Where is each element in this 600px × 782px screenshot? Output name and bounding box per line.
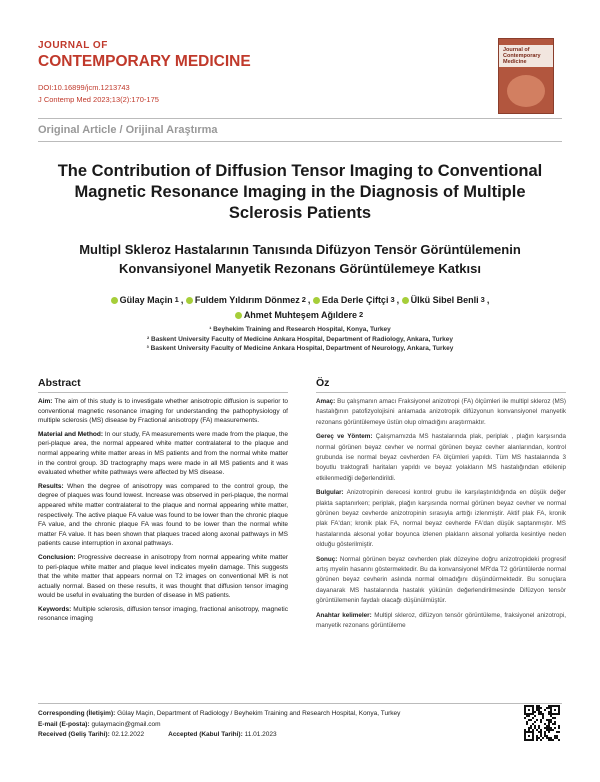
cover-title: Journal of Contemporary Medicine [503,47,541,65]
affiliations [60,325,540,354]
title-english: The Contribution of Diffusion Tensor Imaging to Conventional Magnetic Resonance Imaging in the Diagnosis of Multiple Sclerosis Patients [57,162,543,222]
oz-bulgular: Bulgular: Anizotropinin derecesi kontrol grubu ile karşılaştırıldığında en düşük değer plakta saptanırken; periplak, plağın karşısında normal görünen beyaz cevher ve normal görünen beyaz cevherde anizotropinin sırasıyla arttığı izlenmiştir. Aktif plak FA, kronik plak FA'dan; kronik plak FA, normal beyaz cevherde FA'dan düşük saptanmıştır. MS hastalarında aksonal yollar boyunca izlenen plakların aksonal yollarda kesintiye neden olduğu gösterilmiştir. [316,489,566,548]
footer-divider [38,703,562,704]
oz-section [316,377,566,636]
doi-link[interactable]: DOI:10.16899/jcm.1213743 [38,83,130,92]
author[interactable]: Fuldem Yıldırım Dönmez 2 , [186,293,311,308]
article-type: Original Article / Orijinal Araştırma [38,124,218,136]
email-line: E-mail (E-posta): gulaymacin@gmail.com [38,720,161,728]
corresponding-author: Corresponding (İletişim): Gülay Maçin, Department of Radiology / Beyhekim Training and Research Hospital, Konya, Turkey [38,710,401,717]
journal-name-line2: CONTEMPORARY MEDICINE [38,53,251,70]
orcid-icon[interactable] [313,297,320,304]
author[interactable]: Ahmet Muhteşem Ağıldere 2 [235,308,365,323]
cover-image [507,75,545,107]
email-link[interactable]: gulaymacin@gmail.com [91,720,161,728]
author[interactable]: Gülay Maçin 1 , [111,293,184,308]
author[interactable]: Eda Derle Çiftçi 3 , [313,293,399,308]
abstract-conclusion: Conclusion: Progressive decrease in anisotropy from normal appearing white matter to peri-plaque white matter and plaque level indicates myelin damage. This suggests that the white matter that appears normal on T2 images on conventional MR is not actually normal. Based on these results, it was thought that diffusion tensor imaging would be useful in evaluating the burden of disease in MS patients. [38,553,288,600]
oz-anahtar: Anahtar kelimeler: Multipl skleroz, difüzyon tensör görüntüleme, fraksiyonel anizotropi, manyetik rezonans görüntüleme [316,611,567,629]
orcid-icon[interactable] [186,297,193,304]
journal-cover-thumbnail [498,38,554,114]
oz-amac: Amaç: Bu çalışmanın amacı Fraksiyonel anizotropi (FA) ölçümleri ile multipl skleroz (MS) hastalığının patofizyolojisini anlamada anizotropik difüzyonun konvansiyonel manyetik rezonans görüntülemeye üstün olup olmadığını araştırmaktır. [316,398,566,426]
journal-name [38,41,251,70]
orcid-icon[interactable] [402,297,409,304]
journal-name-line1: JOURNAL OF [38,40,108,51]
footer [38,709,400,741]
abstract-heading: Abstract [38,377,288,393]
affiliation: ² Baskent University Faculty of Medicine Ankara Hospital, Department of Radiology, Ankara, Turkey [147,335,453,343]
citation: J Contemp Med 2023;13(2):170-175 [38,94,159,104]
abstract-section [38,377,288,628]
title-turkish: Multipl Skleroz Hastalarının Tanısında Difüzyon Tensör Görüntülemenin Konvansiyonel Manyetik Rezonans Görüntülemeye Katkısı [79,242,521,276]
orcid-icon[interactable] [235,312,242,319]
author-list [60,293,540,324]
author[interactable]: Ülkü Sibel Benli 3 , [402,293,490,308]
dates-line: Received (Geliş Tarihi): 02.12.2022 Accepted (Kabul Tarihi): 11.01.2023 [38,731,277,738]
doi-block [38,82,159,105]
oz-gerec: Gereç ve Yöntem: Çalışmamızda MS hastalarında plak, periplak , plağın karşısında normal görünen beyaz cevher ve normal görünen beyaz cevher alanlarından, kontrol grubunda ise normal beyaz cevherden FA ölçümleri yapıldı. Tüm MS hastalarında 3 boyutlu traktografi haritaları yapıldı ve beyaz yolakların MS hastalığından etkilenip etkilenmediği değerlendirildi. [316,433,567,482]
abstract-methods: Material and Method: In our study, FA measurements were made from the plaque, the peri-plaque area, the normal appeared white matter contralateral to the plaque and normal appearing white matter areas in MS patients and from the normal white matter in the control group. 3D tractography maps were made in all MS patients and it was evaluated whether white pathways were affected by MS disease. [38,430,289,477]
orcid-icon[interactable] [111,297,118,304]
qr-code [524,705,560,741]
affiliation: ¹ Beyhekim Training and Research Hospital, Konya, Turkey [209,326,391,333]
abstract-aim: Aim: The aim of this study is to investigate whether anisotropic diffusion is superior to conventional magnetic resonance imaging for understanding the pathophysiology of multiple sclerosis (MS) disease by Fractional anisotropy (FA) measurements. [38,398,288,425]
abstract-keywords: Keywords: Multiple sclerosis, diffusion tensor imaging, fractional anisotropy, magnetic resonance imaging [38,605,288,623]
article-type-divider [38,141,562,142]
oz-sonuc: Sonuç: Normal görünen beyaz cevherden plak düzeyine doğru anizotropideki progresif artış myelin hasarını göstermektedir. Bu da konvansiyonel MR'da T2 görüntülerde normal görünen beyaz cevherin aslında normal olmadığını düşündürmektedir. Bu sonuçlara dayanarak MS hastalarında hastalık yükünün değerlendirilmesinde Difüzyon tensör görüntülemenin faydalı olacağı düşünülmüştür. [316,555,567,604]
oz-heading: Öz [316,377,566,393]
header-divider [38,118,562,119]
abstract-results: Results: When the degree of anisotropy was compared to the control group, the degree of plaques was found lowest. Increase was observed in peri-plaque, the normal appeared white matter contralateral to the plaque and normal appearing white matter, respectively. The active plaque FA value was found to be lower than the chronic plaque FA value, and the chronic plaque FA was found to be lower than the normal white matter FA value. It has been shown that plaques traced along axonal pathways in MS patients cause interruption in axonal pathways. [38,482,288,548]
affiliation: ³ Baskent University Faculty of Medicine Ankara Hospital, Department of Neurology, Ankara, Turkey [146,345,454,352]
